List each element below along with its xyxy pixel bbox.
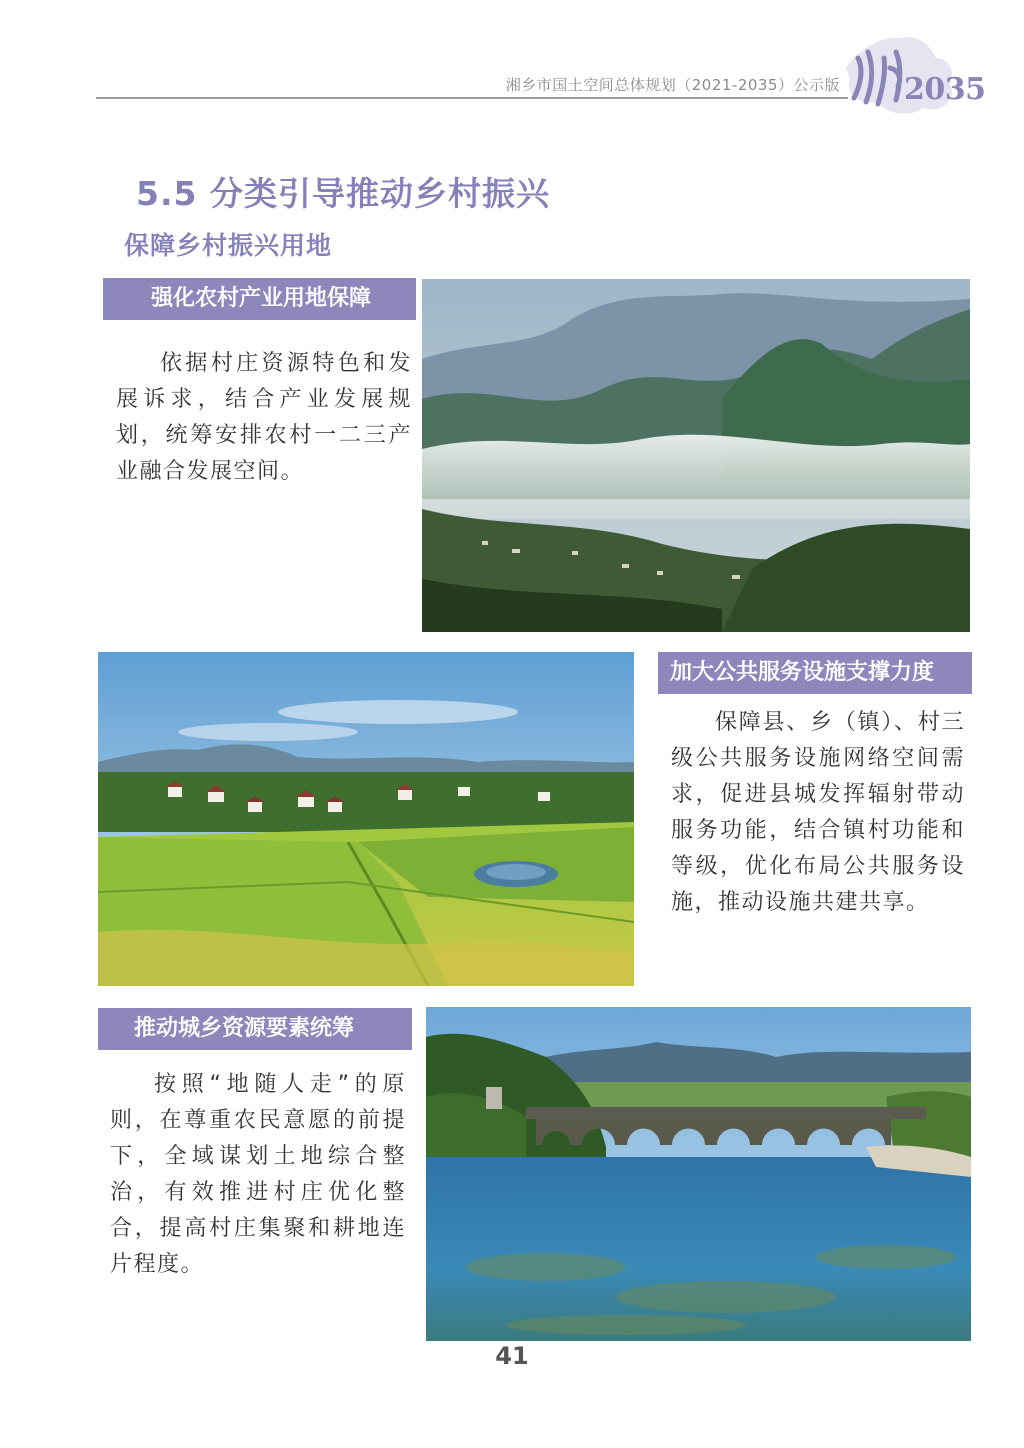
block-2-label: 加大公共服务设施支撑力度 xyxy=(658,652,972,694)
xiangxiang-2035-logo xyxy=(838,28,988,120)
logo-year: 2035 xyxy=(904,72,986,107)
stone-bridge-river-photo xyxy=(426,1007,971,1341)
farmland-village-photo xyxy=(98,652,634,986)
mountain-fog-photo xyxy=(422,279,970,632)
subsection-title: 保障乡村振兴用地 xyxy=(124,231,333,260)
block-3-label: 推动城乡资源要素统筹 xyxy=(98,1008,412,1050)
section-title: 5.5 分类引导推动乡村振兴 xyxy=(136,174,550,213)
header-divider xyxy=(96,97,848,99)
block-1-text: 依据村庄资源特色和发展诉求，结合产业发展规划，统筹安排农村一二三产业融合发展空间。 xyxy=(116,351,412,484)
page-number: 41 xyxy=(495,1342,529,1370)
block-2-text: 保障县、乡（镇）、村三级公共服务设施网络空间需求，促进县城发挥辐射带动服务功能，结合镇村功能和等级，优化布局公共服务设施，推动设施共建共享。 xyxy=(671,710,965,915)
block-3-text: 按照“地随人走”的原则，在尊重农民意愿的前提下，全域谋划土地综合整治，有效推进村庄优化整合，提高村庄集聚和耕地连片程度。 xyxy=(110,1072,406,1277)
document-header-title: 湘乡市国土空间总体规划（2021-2035）公示版 xyxy=(505,76,840,94)
block-1-label: 强化农村产业用地保障 xyxy=(103,278,416,320)
